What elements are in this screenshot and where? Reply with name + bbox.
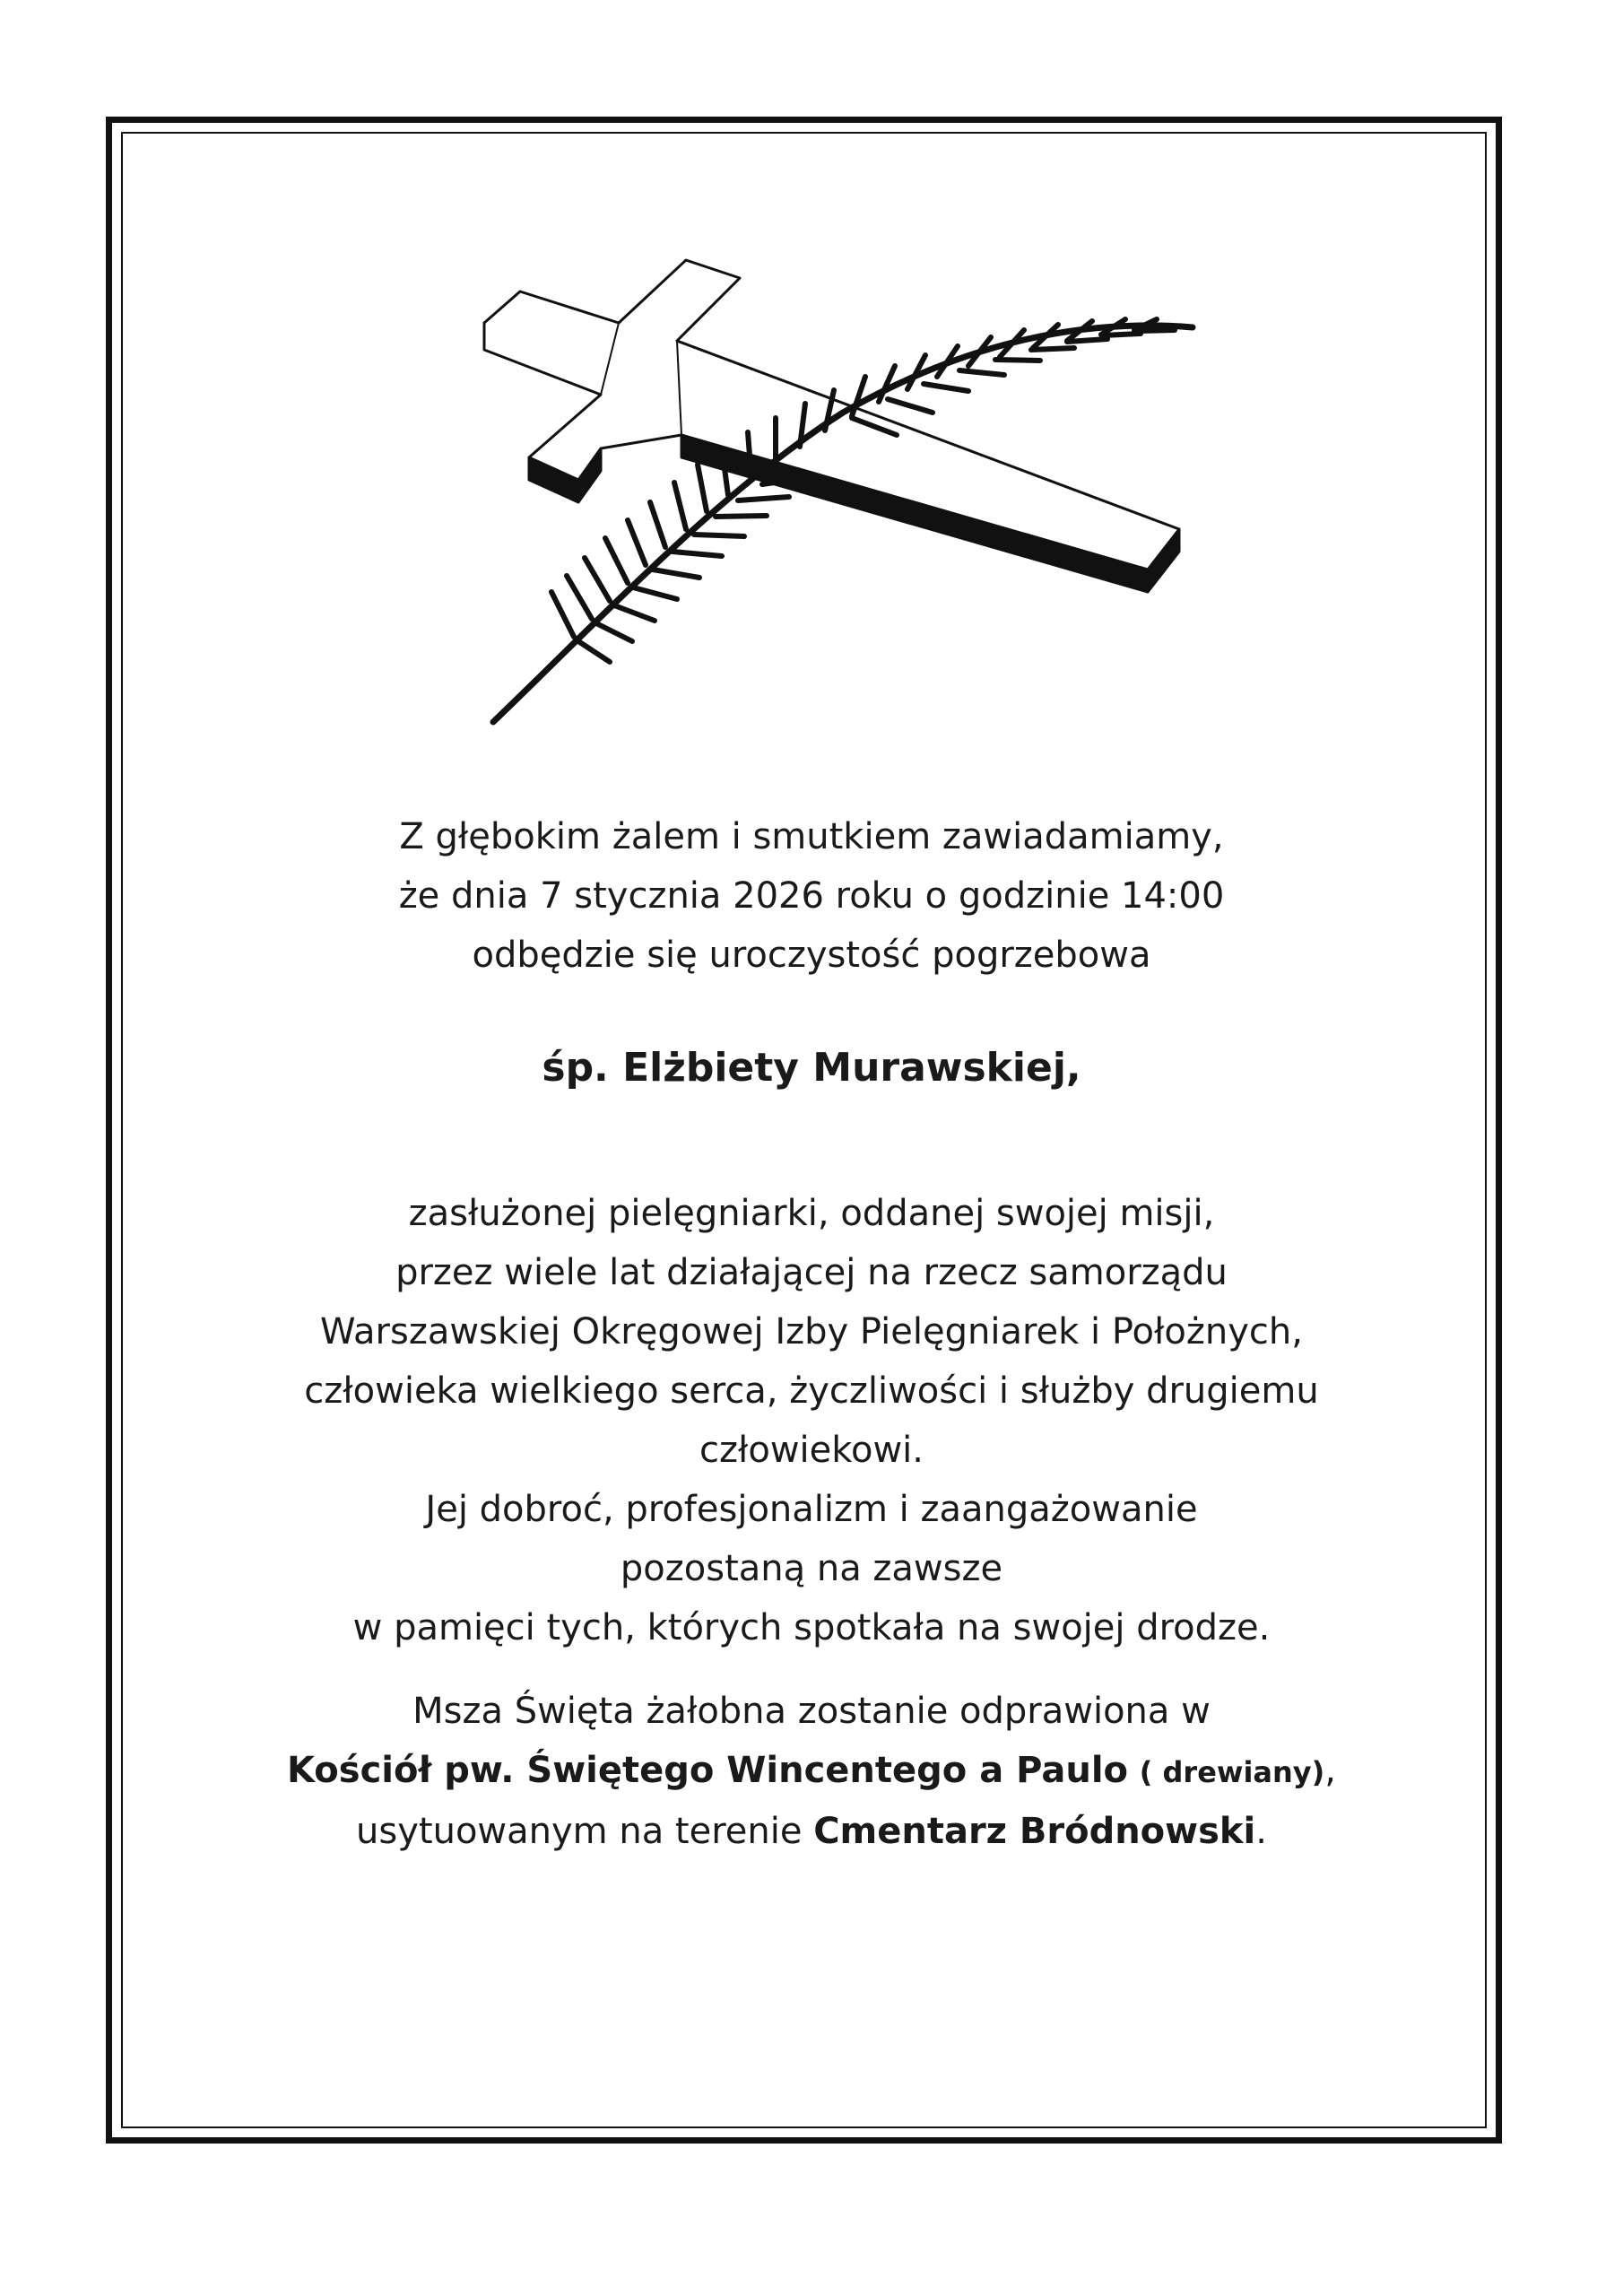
mass-information [143,1682,1480,1861]
intro-line-3: odbędzie się uroczystość pogrzebowa [472,935,1151,976]
cross-with-palm-icon [466,242,1237,744]
tribute-line-8: w pamięci tych, których spotkała na swojej drodze. [352,1607,1271,1648]
tribute-line-6: Jej dobroć, profesjonalizm i zaangażowanie [425,1489,1198,1530]
tribute-text [143,1184,1480,1657]
intro-line-1: Z głębokim żalem i smutkiem zawiadamiamy, [399,816,1224,857]
tribute-line-5: człowiekowi. [699,1430,924,1471]
location-prefix: usytuowanym na terenie [356,1811,803,1852]
announcement-intro [143,807,1480,985]
cemetery-trailing-period: . [1255,1811,1267,1852]
tribute-line-4: człowieka wielkiego serca, życzliwości i służby drugiemu [304,1370,1319,1412]
cross-icon [484,260,1179,592]
deceased-name: śp. Elżbiety Murawskiej, [542,1045,1081,1091]
intro-line-2: że dnia 7 stycznia 2026 roku o godzinie 14:00 [398,875,1225,917]
mass-line-1: Msza Święta żałobna zostanie odprawiona w [412,1691,1211,1732]
cemetery-name: Cmentarz Bródnowski [813,1811,1256,1852]
mass-line-3 [143,1802,1480,1861]
church-trailing-comma: , [1324,1750,1336,1791]
tribute-line-2: przez wiele lat działającej na rzecz samorządu [395,1252,1228,1293]
church-note: ( drewiany) [1139,1755,1325,1789]
church-name: Kościół pw. Świętego Wincentego a Paulo [286,1750,1129,1791]
tribute-line-3: Warszawskiej Okręgowej Izby Pielęgniarek i Położnych, [320,1311,1303,1352]
tribute-line-7: pozostaną na zawsze [620,1548,1003,1589]
mass-line-2 [143,1741,1480,1802]
tribute-line-1: zasłużonej pielęgniarki, oddanej swojej misji, [408,1193,1215,1234]
